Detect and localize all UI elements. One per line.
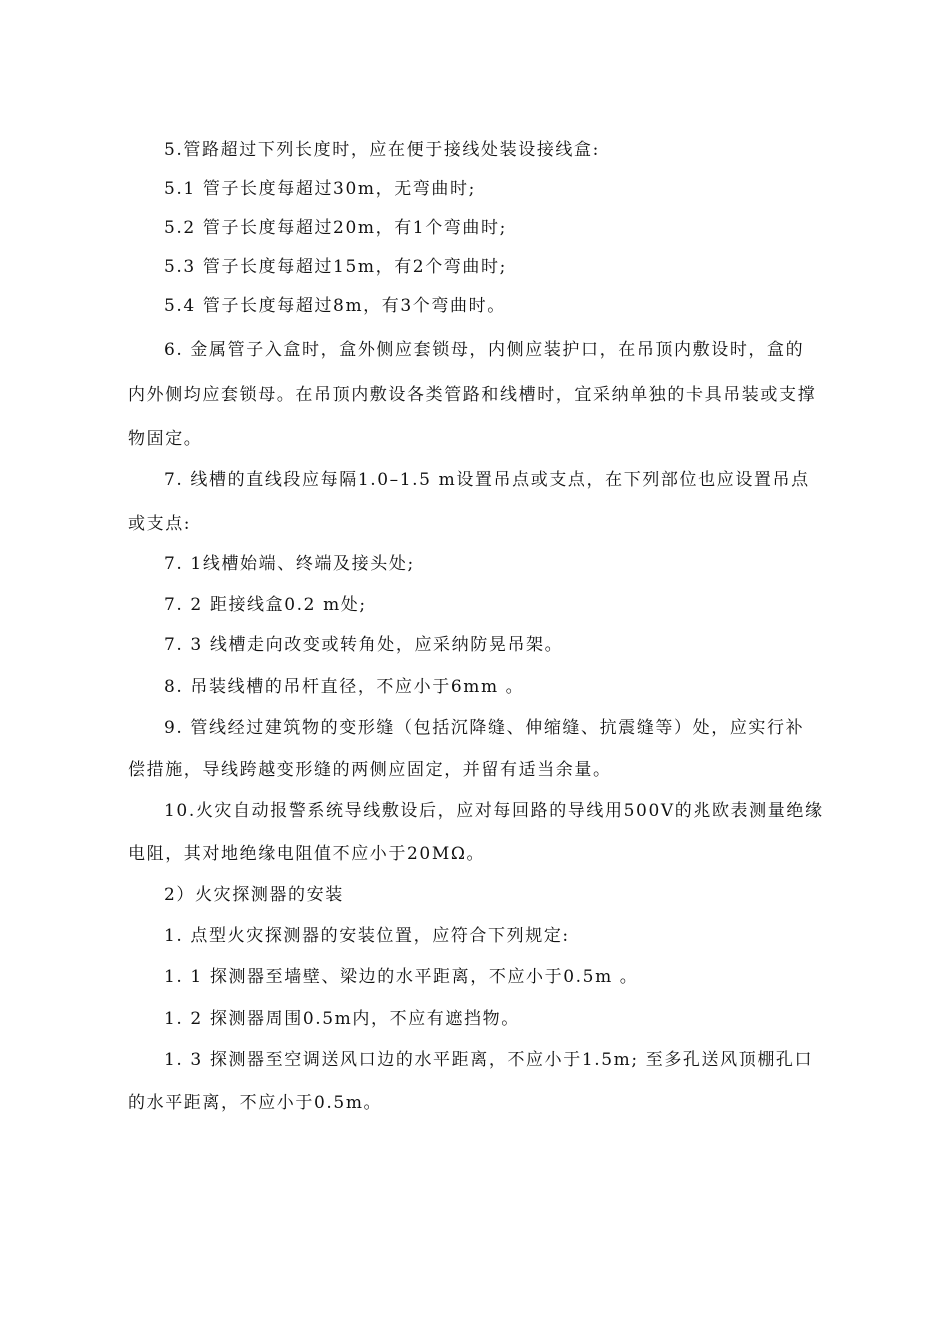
text-line-7-end: 或支点: — [128, 514, 192, 534]
text-line-5-2: 5.2 管子长度每超过20m，有1个弯曲时; — [164, 218, 507, 238]
text-line-9: 9. 管线经过建筑物的变形缝（包括沉降缝、伸缩缝、抗震缝等）处，应实行补 — [164, 718, 805, 738]
text-line-d1-3: 1. 3 探测器至空调送风口边的水平距离，不应小于1.5m; 至多孔送风顶棚孔口 — [164, 1050, 814, 1070]
text-line-8: 8. 吊装线槽的吊杆直径，不应小于6mm 。 — [164, 677, 525, 697]
text-line-6-cont: 内外侧均应套锁母。在吊顶内敷设各类管路和线槽时，宜采纳单独的卡具吊装或支撑 — [128, 385, 817, 405]
text-line-7-3: 7. 3 线槽走向改变或转角处，应采纳防晃吊架。 — [164, 635, 564, 655]
text-line-5-4: 5.4 管子长度每超过8m，有3个弯曲时。 — [164, 296, 506, 316]
text-line-d1-1: 1. 1 探测器至墙壁、梁边的水平距离，不应小于0.5m 。 — [164, 967, 639, 987]
text-line-7-2: 7. 2 距接线盒0.2 m处; — [164, 595, 367, 615]
text-line-d1-2: 1. 2 探测器周围0.5m内，不应有遮挡物。 — [164, 1009, 520, 1029]
text-line-10-end: 电阻，其对地绝缘电阻值不应小于20MΩ。 — [128, 844, 486, 864]
text-line-5-3: 5.3 管子长度每超过15m，有2个弯曲时; — [164, 257, 507, 277]
section-heading-detector-install: 2）火灾探测器的安装 — [164, 885, 344, 905]
text-line-10: 10.火灾自动报警系统导线敷设后，应对每回路的导线用500V的兆欧表测量绝缘 — [164, 801, 824, 821]
text-line-d1-3-end: 的水平距离，不应小于0.5m。 — [128, 1093, 383, 1113]
text-line-5-1: 5.1 管子长度每超过30m，无弯曲时; — [164, 179, 476, 199]
text-line-6-end: 物固定。 — [128, 429, 203, 449]
text-line-9-end: 偿措施，导线跨越变形缝的两侧应固定，并留有适当余量。 — [128, 760, 612, 780]
text-line-7: 7. 线槽的直线段应每隔1.0–1.5 m设置吊点或支点，在下列部位也应设置吊点 — [164, 470, 810, 490]
text-line-6: 6. 金属管子入盒时，盒外侧应套锁母，内侧应装护口，在吊顶内敷设时，盒的 — [164, 340, 805, 360]
text-line-5: 5.管路超过下列长度时，应在便于接线处装设接线盒: — [164, 140, 600, 160]
text-line-7-1: 7. 1线槽始端、终端及接头处; — [164, 554, 415, 574]
text-line-d1: 1. 点型火灾探测器的安装位置，应符合下列规定: — [164, 926, 570, 946]
